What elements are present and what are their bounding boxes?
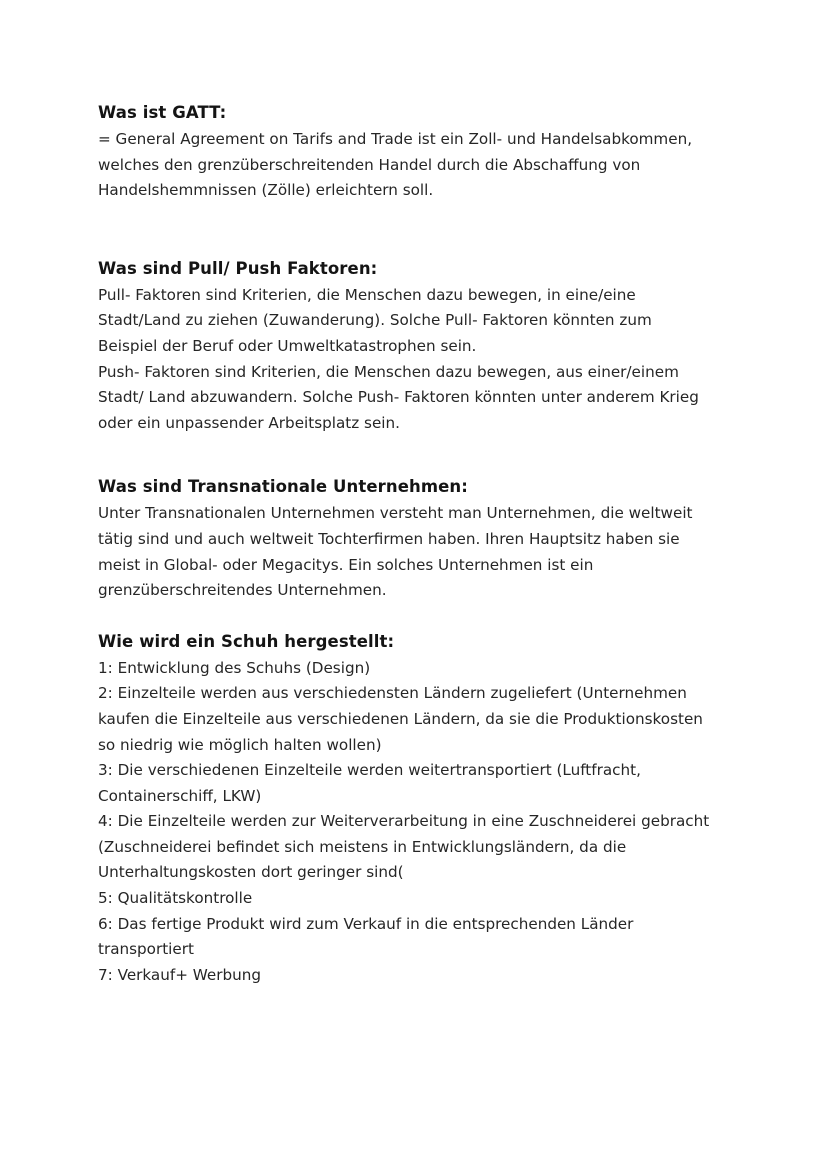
spacer xyxy=(98,204,738,256)
section-heading-gatt: Was ist GATT: xyxy=(98,103,227,122)
section-heading-shoe-production: Wie wird ein Schuh hergestellt: xyxy=(98,631,395,651)
spacer xyxy=(98,436,738,474)
list-item: 5: Qualitätskontrolle xyxy=(98,889,253,908)
list-item: 4: Die Einzelteile werden zur Weiterverarbeitung in eine Zuschneiderei gebracht (Zuschneiderei befindet sich meistens in Entwicklungsländern, da die Unterhaltungskosten dort geringer sind( xyxy=(98,812,710,882)
section-heading-transnational: Was sind Transnationale Unternehmen: xyxy=(98,477,468,497)
list-item: 1: Entwicklung des Schuhs (Design) xyxy=(98,658,371,677)
section-text-gatt: = General Agreement on Tarifs and Trade ist ein Zoll- und Handelsabkommen, welches den grenzüberschreitenden Handel durch die Abschaffung von Handelshemmnissen (Zölle) erleichtern soll. xyxy=(98,130,693,200)
section-pull-push xyxy=(98,256,738,437)
section-transnational xyxy=(98,474,738,603)
list-item: 7: Verkauf+ Werbung xyxy=(98,965,262,984)
section-gatt xyxy=(98,100,738,204)
section-shoe-production xyxy=(98,629,738,989)
section-text-transnational: Unter Transnationalen Unternehmen versteht man Unternehmen, die weltweit tätig sind und auch weltweit Tochterfirmen haben. Ihren Hauptsitz haben sie meist in Global- oder Megacitys. Ein solches Unternehmen ist ein grenzüberschreitendes Unternehmen. xyxy=(98,504,693,600)
document-body xyxy=(98,100,738,988)
list-item: 6: Das fertige Produkt wird zum Verkauf in die entsprechenden Länder transportiert xyxy=(98,914,634,959)
list-item: 3: Die verschiedenen Einzelteile werden weitertransportiert (Luftfracht, Containerschiff, LKW) xyxy=(98,761,641,805)
production-steps-list xyxy=(98,656,738,989)
section-text-pull-push: Pull- Faktoren sind Kriterien, die Menschen dazu bewegen, in eine/eine Stadt/Land zu ziehen (Zuwanderung). Solche Pull- Faktoren könnten zum Beispiel der Beruf oder Umweltkatastrophen sein. Push- Faktoren sind Kriterien, die Menschen dazu bewegen, aus einer/einem Stadt/ Land abzuwandern. Solche Push- Faktoren könnten unter anderem Krieg oder ein unpassender Arbeitsplatz sein. xyxy=(98,285,699,432)
section-heading-pull-push: Was sind Pull/ Push Faktoren: xyxy=(98,258,378,278)
spacer xyxy=(98,604,738,629)
list-item: 2: Einzelteile werden aus verschiedensten Ländern zugeliefert (Unternehmen kaufen die Einzelteile aus verschiedenen Ländern, da sie die Produktionskosten so niedrig wie möglich halten wollen) xyxy=(98,684,703,754)
